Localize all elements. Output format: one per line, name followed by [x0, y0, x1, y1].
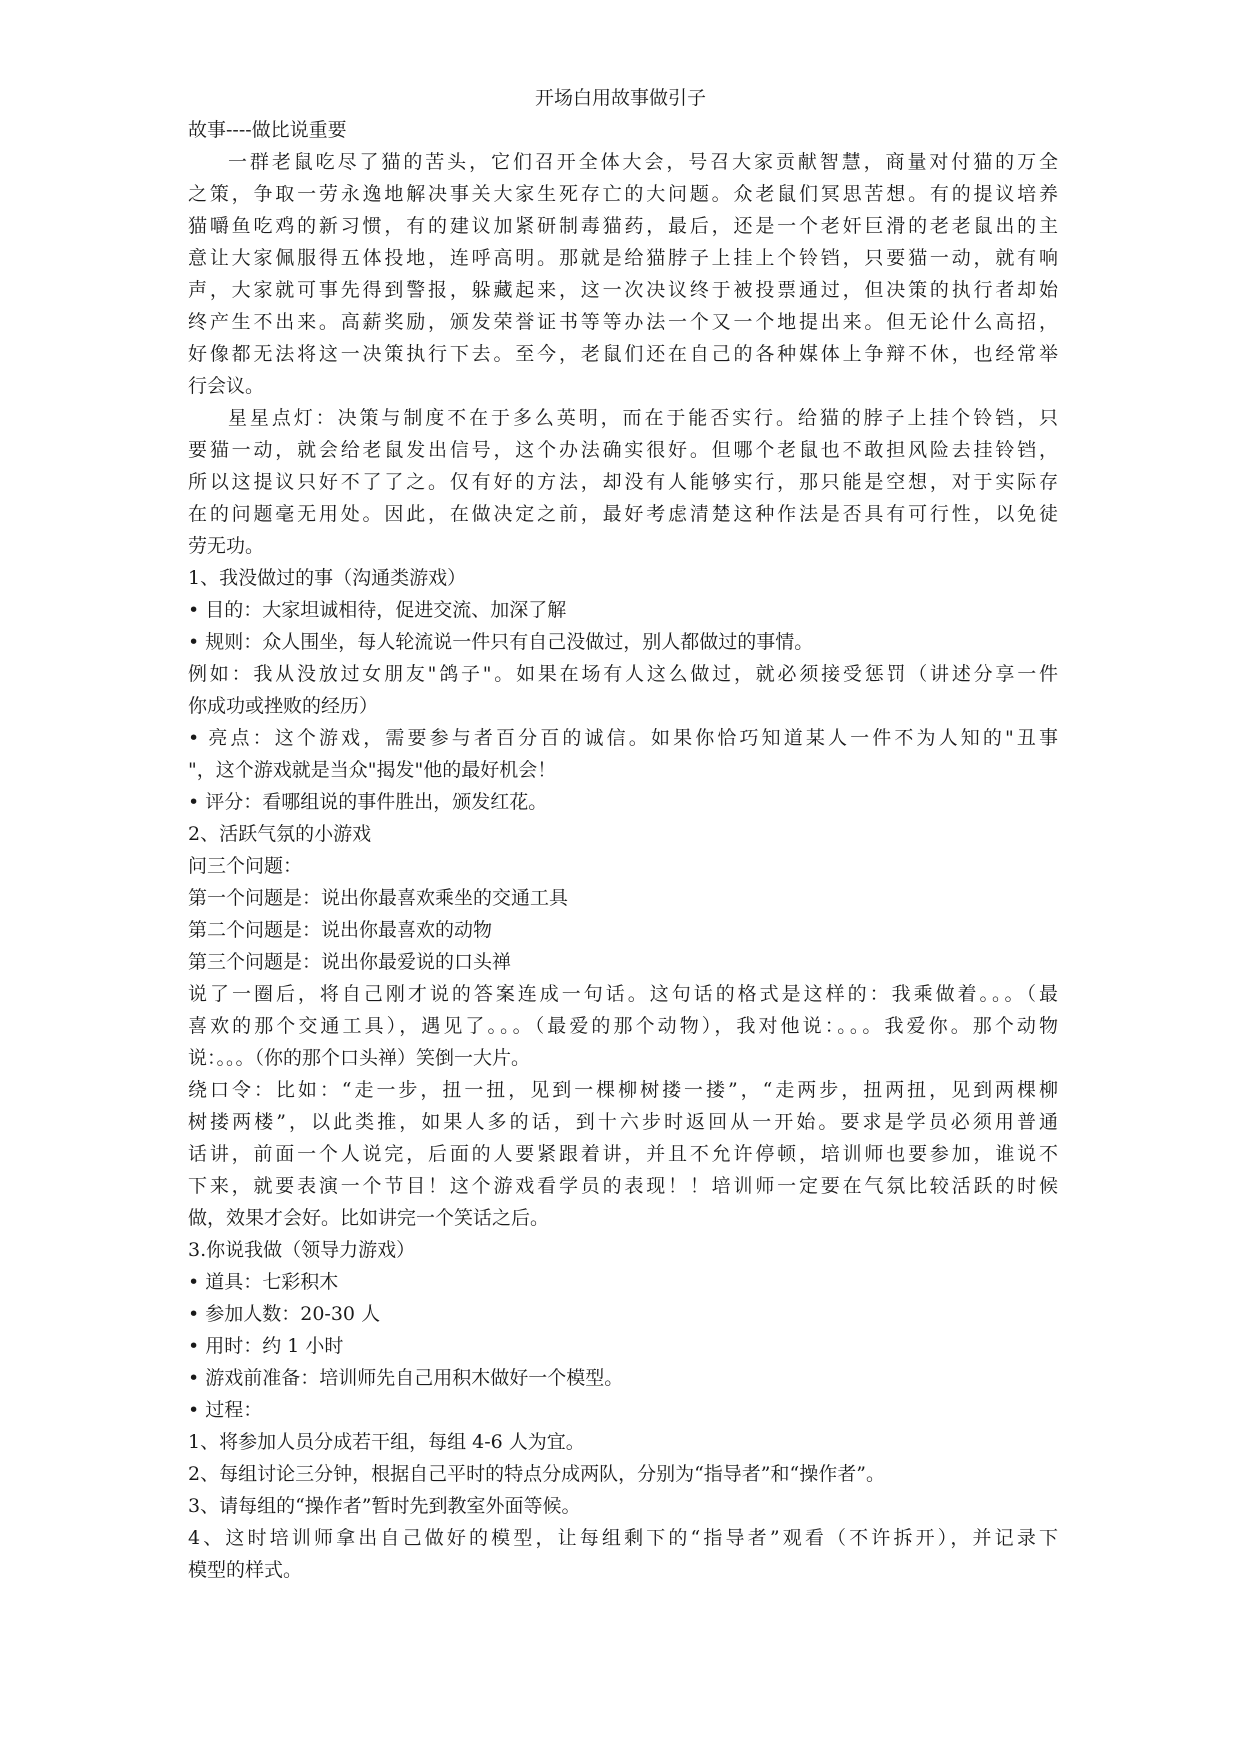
game-1-example-line: 例如：我从没放过女朋友"鸽子"。如果在场有人这么做过，就必须接受惩罚（讲述分享一件: [188, 663, 1058, 685]
question-2: 第二个问题是：说出你最喜欢的动物: [188, 919, 493, 941]
game-2-heading: 2、活跃气氛的小游戏: [188, 823, 372, 845]
game-1-heading: 1、我没做过的事（沟通类游戏）: [188, 567, 467, 589]
game-1-rules: • 规则：众人围坐，每人轮流说一件只有自己没做过，别人都做过的事情。: [188, 626, 1058, 658]
process-step-2: 2、每组讨论三分钟，根据自己平时的特点分成两队，分别为“指导者”和“操作者”。: [188, 1463, 885, 1485]
game-2-paragraph-line: 说：。。。（你的那个口头禅）笑倒一大片。: [188, 1047, 531, 1069]
moral-paragraph-line: 在的问题毫无用处。因此，在做决定之前，最好考虑清楚这种作法是否具有可行性，以免徒: [188, 503, 1058, 525]
story-paragraph-line: 猫嚼鱼吃鸡的新习惯，有的建议加紧研制毒猫药，最后，还是一个老奸巨滑的老老鼠出的主: [188, 215, 1058, 237]
game-1-purpose: • 目的：大家坦诚相待，促进交流、加深了解: [188, 594, 1058, 626]
story-paragraph-line: 终产生不出来。高薪奖励，颁发荣誉证书等等办法一个又一个地提出来。但无论什么高招，: [188, 311, 1058, 333]
game-1-scoring: • 评分：看哪组说的事件胜出，颁发红花。: [188, 786, 1058, 818]
game-2-paragraph-line: 说了一圈后，将自己刚才说的答案连成一句话。这句话的格式是这样的：我乘做着。。。（最: [188, 983, 1058, 1005]
story-paragraph-line: 好像都无法将这一决策执行下去。至今，老鼠们还在自己的各种媒体上争辩不休，也经常举: [188, 343, 1058, 365]
moral-paragraph-line: 要猫一动，就会给老鼠发出信号，这个办法确实很好。但哪个老鼠也不敢担风险去挂铃铛，: [188, 439, 1058, 461]
tongue-twister-line: 下来，就要表演一个节目！这个游戏看学员的表现！！培训师一定要在气氛比较活跃的时候: [188, 1175, 1058, 1197]
moral-paragraph-line: 劳无功。: [188, 535, 265, 557]
document-body: [188, 114, 1058, 1586]
process-step-1: 1、将参加人员分成若干组，每组 4-6 人为宜。: [188, 1431, 585, 1453]
game-1-highlight-line: "，这个游戏就是当众"揭发"他的最好机会！: [188, 759, 557, 781]
tongue-twister-line: 做，效果才会好。比如讲完一个笑话之后。: [188, 1207, 550, 1229]
game-2-intro: 问三个问题：: [188, 855, 303, 877]
question-3: 第三个问题是：说出你最爱说的口头禅: [188, 951, 512, 973]
process-step-3: 3、请每组的“操作者”暂时先到教室外面等候。: [188, 1495, 581, 1517]
question-1: 第一个问题是：说出你最喜欢乘坐的交通工具: [188, 887, 569, 909]
story-paragraph-line: 一群老鼠吃尽了猫的苦头，它们召开全体大会，号召大家贡献智慧，商量对付猫的万全: [228, 151, 1058, 173]
game-3-props: • 道具：七彩积木: [188, 1266, 1058, 1298]
game-3-heading: 3.你说我做（领导力游戏）: [188, 1239, 416, 1261]
tongue-twister-line: 树搂两楼”，以此类推，如果人多的话，到十六步时返回从一开始。要求是学员必须用普通: [188, 1111, 1058, 1133]
story-paragraph-line: 行会议。: [188, 375, 265, 397]
game-1-example-line: 你成功或挫败的经历）: [188, 695, 379, 717]
game-3-process-heading: • 过程：: [188, 1394, 1058, 1426]
story-paragraph-line: 之策，争取一劳永逸地解决事关大家生死存亡的大问题。众老鼠们冥思苦想。有的提议培养: [188, 183, 1058, 205]
game-3-duration: • 用时：约 1 小时: [188, 1330, 1058, 1362]
section-heading-story: 故事----做比说重要: [188, 119, 347, 141]
tongue-twister-line: 绕口令：比如：“走一步，扭一扭，见到一棵柳树搂一搂”，“走两步，扭两扭，见到两棵柳: [188, 1079, 1058, 1101]
game-1-highlight-line: • 亮点：这个游戏，需要参与者百分百的诚信。如果你恰巧知道某人一件不为人知的"丑事: [188, 722, 1058, 754]
document-title: 开场白用故事做引子: [534, 87, 706, 109]
moral-paragraph-line: 星星点灯：决策与制度不在于多么英明，而在于能否实行。给猫的脖子上挂个铃铛，只: [228, 407, 1058, 429]
game-2-paragraph-line: 喜欢的那个交通工具），遇见了。。。（最爱的那个动物），我对他说：。。。我爱你。那个动物: [188, 1015, 1058, 1037]
game-3-preparation: • 游戏前准备：培训师先自己用积木做好一个模型。: [188, 1362, 1058, 1394]
game-3-participants: • 参加人数：20-30 人: [188, 1298, 1058, 1330]
process-step-4-line: 4、这时培训师拿出自己做好的模型，让每组剩下的“指导者”观看（不许拆开），并记录下: [188, 1527, 1058, 1549]
story-paragraph-line: 意让大家佩服得五体投地，连呼高明。那就是给猫脖子上挂上个铃铛，只要猫一动，就有响: [188, 247, 1058, 269]
moral-paragraph-line: 所以这提议只好不了了之。仅有好的方法，却没有人能够实行，那只能是空想，对于实际存: [188, 471, 1058, 493]
tongue-twister-line: 话讲，前面一个人说完，后面的人要紧跟着讲，并且不允许停顿，培训师也要参加，谁说不: [188, 1143, 1058, 1165]
process-step-4-line: 模型的样式。: [188, 1559, 303, 1581]
story-paragraph-line: 声，大家就可事先得到警报，躲藏起来，这一次决议终于被投票通过，但决策的执行者却始: [188, 279, 1058, 301]
